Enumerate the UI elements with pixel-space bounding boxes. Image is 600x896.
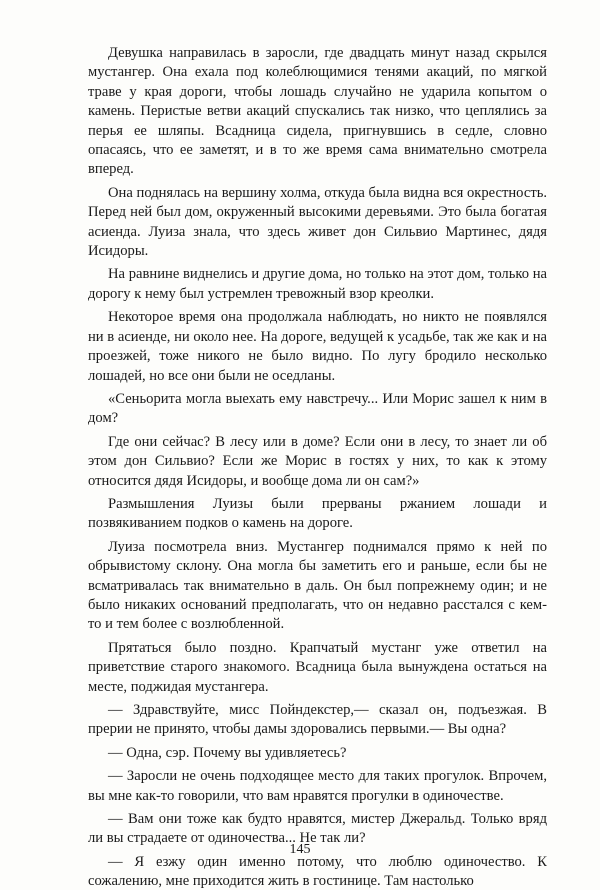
paragraph-2: Она поднялась на вершину холма, откуда была видна вся окрестность. Перед ней был дом, окруженный высокими деревьями. Это была богатая асиенда. Луиза знала, что здесь живет дон Сильвио Мартинес, дядя Исидоры. [88,184,547,260]
paragraph-11: — Одна, сэр. Почему вы удивляетесь? [108,744,347,761]
paragraph-10: — Здравствуйте, мисс Пойндекстер,— сказал он, подъезжая. В прерии не принято, чтобы дамы здоровались первыми.— Вы одна? [88,702,547,738]
paragraph-5: «Сеньорита могла выехать ему навстречу... Или Морис зашел к ним в дом? [88,390,547,427]
paragraph-12: — Заросли не очень подходящее место для таких прогулок. Впрочем, вы мне как-то говорили, что вам нравятся прогулки в одиночестве. [88,768,547,804]
paragraph-14: — Я езжу один именно потому, что люблю одиночество. К сожалению, мне приходится жить в гостинице. Там настолько [88,853,547,890]
paragraph-9: Прятаться было поздно. Крапчатый мустанг уже ответил на приветствие старого знакомого. Всадница была вынуждена остаться на месте, поджидая мустангера. [88,639,547,695]
paragraph-13: — Вам они тоже как будто нравятся, мистер Джеральд. Только вряд ли вы страдаете от одиночества... Не так ли? [88,811,547,847]
page-number: 145 [289,842,311,857]
paragraph-8: Луиза посмотрела вниз. Мустангер поднимался прямо к ней по обрывистому склону. Она могла бы заметить его и раньше, если бы не всматривалась так внимательно в даль. Он был попрежнему один; и не было никаких оснований предполагать, что он недавно расстался с кем-то и тем более с возлюбленной. [88,538,547,633]
paragraph-3: На равнине виднелись и другие дома, но только на этот дом, только на дорогу к нему был устремлен тревожный взор креолки. [88,266,547,302]
paragraph-6: Где они сейчас? В лесу или в доме? Если они в лесу, то знает ли об этом дон Сильвио? Если же Морис в гостях у них, то как к этому относится дядя Исидоры, и вообще дома ли он сам?» [88,433,547,489]
paragraph-7: Размышления Луизы были прерваны ржанием лошади и позвякиванием подков о камень на дороге. [88,495,547,532]
page-text [88,44,547,896]
paragraph-1: Девушка направилась в заросли, где двадцать минут назад скрылся мустангер. Она ехала под колеблющимися тенями акаций, по мягкой траве у края дороги, чтобы лошадь случайно не ударила копытом о камень. Перистые ветви акаций спускались так низко, что цеплялись за перья ее шляпы. Всадница сидела, пригнувшись в седле, словно опасаясь, что ее заметят, и в то же время сама внимательно смотрела вперед. [88,45,547,178]
paragraph-4: Некоторое время она продолжала наблюдать, но никто не появлялся ни в асиенде, ни около нее. На дороге, ведущей к усадьбе, так же как и на проезжей, тоже никого не было видно. По лугу бродило несколько лошадей, но все они были не оседланы. [88,309,547,384]
